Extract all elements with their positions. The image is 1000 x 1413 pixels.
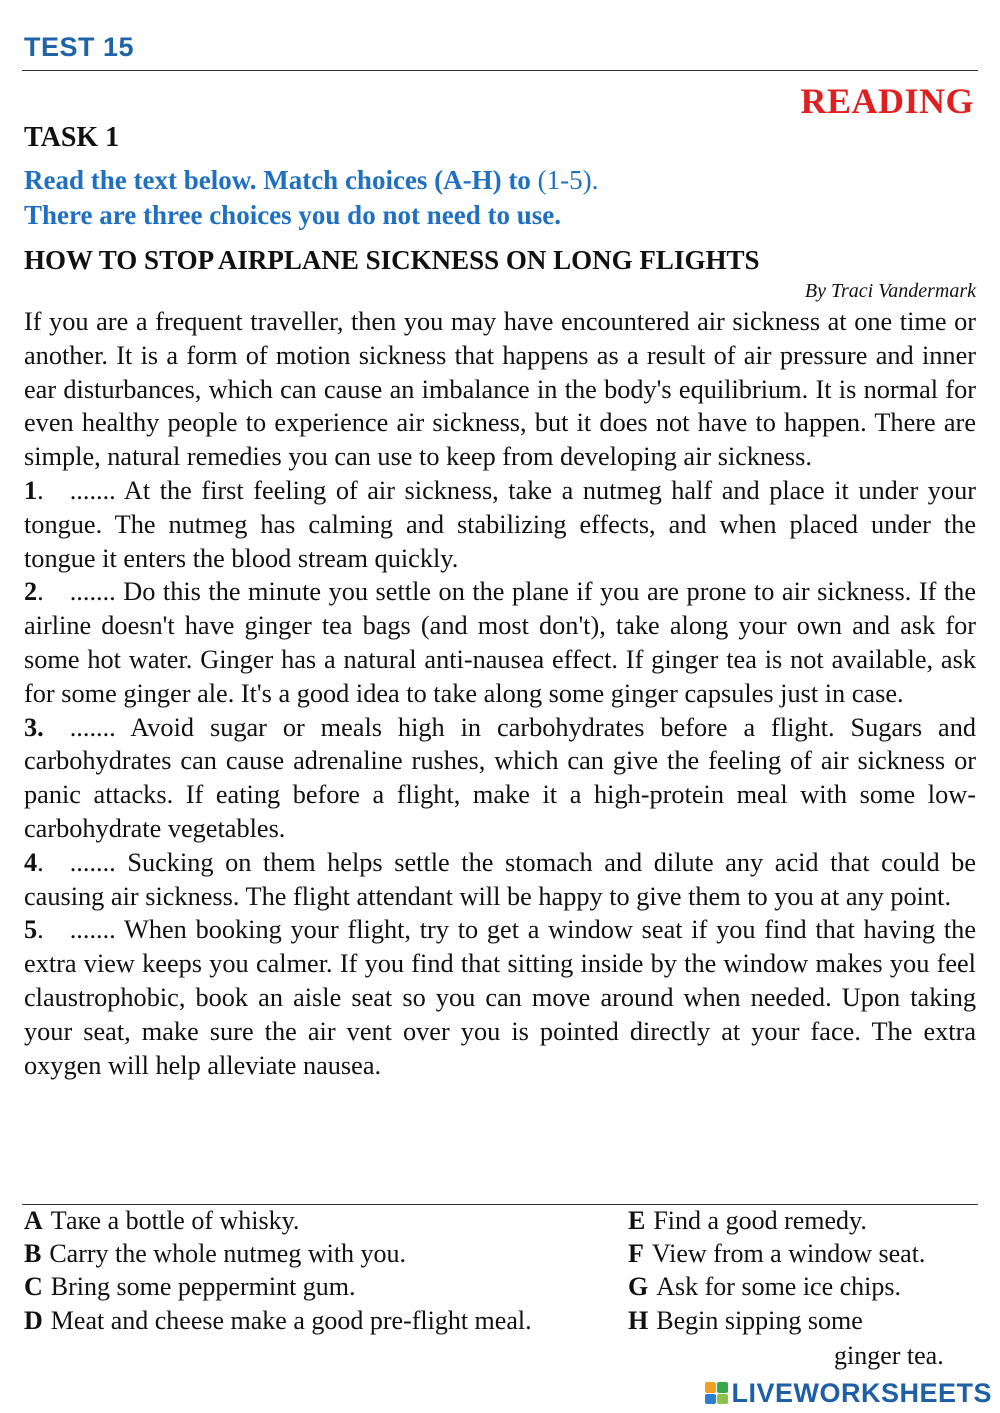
- choice-e: [628, 1206, 867, 1236]
- article-paragraph-3: [24, 711, 976, 846]
- logo-square: [705, 1394, 716, 1405]
- article-paragraph-4: [24, 846, 976, 914]
- article-byline: By Traci Vandermark: [804, 280, 976, 302]
- logo-square: [705, 1382, 716, 1393]
- answer-blank[interactable]: .......: [69, 915, 116, 945]
- choice-text: Bring some peppermint gum.: [50, 1272, 356, 1301]
- choice-letter: B: [24, 1239, 42, 1268]
- paragraph-text: Do this the minute you settle on the plane if you are prone to air sickness. If the airline doesn't have ginger tea bags (and most don't), take along your own and ask for some hot water. Ginger has a natural anti-nausea effect. If ginger tea is not available, ask for some ginger ale. It's a good idea to take along some ginger capsules just in case.: [24, 577, 977, 708]
- answer-blank[interactable]: .......: [69, 712, 116, 742]
- liveworksheets-logo[interactable]: [705, 1378, 992, 1408]
- choice-letter: F: [628, 1239, 644, 1268]
- paragraph-number: 3.: [24, 712, 44, 742]
- instruction-text: Read the text below. Match choices (A-H) to: [24, 165, 531, 195]
- header-divider: [22, 70, 978, 71]
- choice-b: [24, 1239, 406, 1269]
- article-intro: If you are a frequent traveller, then you may have encountered air sickness at one time or another. It is a form of motion sickness that happens as a result of air pressure and inner ear disturbances, which can cause an imbalance in the body's equilibrium. It is normal for even healthy people to experience air sickness, but it does not have to happen. There are simple, natural remedies you can use to keep from developing air sickness.: [24, 307, 976, 472]
- liveworksheets-logo-icon: [705, 1382, 727, 1404]
- choice-a: [24, 1206, 299, 1236]
- article-body: [24, 305, 976, 1082]
- choice-g: [628, 1272, 901, 1302]
- article-paragraph-1: [24, 474, 976, 575]
- choice-text: Ask for some ice chips.: [656, 1272, 902, 1301]
- answer-blank[interactable]: .......: [69, 577, 116, 607]
- answer-blank[interactable]: .......: [69, 475, 116, 505]
- paragraph-text: Avoid sugar or meals high in carbohydrates before a flight. Sugars and carbohydrates can cause adrenaline rushes, which can give the feeling of air sickness or panic attacks. If eating before a flight, make it a high-protein meal with some low-carbohydrate vegetables.: [24, 712, 976, 843]
- logo-square: [717, 1394, 728, 1405]
- paragraph-text: At the first feeling of air sickness, take a nutmeg half and place it under your tongue. The nutmeg has calming and stabilizing effects, and when placed under the tongue it enters the blood stream quickly.: [24, 475, 976, 573]
- task-title: TASK 1: [24, 122, 120, 153]
- task-instruction-line1: [24, 165, 598, 196]
- choice-text: View from a window seat.: [651, 1239, 926, 1268]
- task-instruction-line2: There are three choices you do not need to use.: [24, 200, 561, 230]
- choice-letter: E: [628, 1206, 646, 1235]
- choice-h: [628, 1306, 863, 1336]
- choices-divider: [22, 1204, 978, 1205]
- choice-f: [628, 1239, 925, 1269]
- answer-blank[interactable]: .......: [69, 847, 116, 877]
- choice-letter: D: [24, 1306, 43, 1335]
- article-paragraph-5: [24, 913, 976, 1082]
- paragraph-number-sep: .: [37, 577, 44, 607]
- logo-square: [717, 1382, 728, 1393]
- choice-text: Meat and cheese make a good pre-flight meal.: [50, 1306, 532, 1335]
- paragraph-number: 4: [24, 847, 38, 877]
- article-paragraph-2: [24, 575, 976, 710]
- choice-text: Таке a bottle of whisky.: [50, 1206, 300, 1235]
- choice-text: Find a good remedy.: [653, 1206, 867, 1235]
- choice-text: Begin sipping some: [656, 1306, 863, 1335]
- instruction-range: (1-5).: [537, 165, 599, 195]
- section-title: READING: [800, 81, 974, 121]
- paragraph-number-sep: .: [37, 475, 44, 505]
- paragraph-text: When booking your flight, try to get a window seat if you find that having the extra view keeps you calmer. If you find that sitting inside by the window makes you feel claustrophobic, book an aisle seat so you can move around when needed. Upon taking your seat, make sure the air vent over you is pointed directly at your face. The extra oxygen will help alleviate nausea.: [24, 915, 976, 1080]
- paragraph-number-sep: .: [37, 847, 44, 877]
- paragraph-number: 2: [24, 577, 38, 607]
- paragraph-number: 1: [24, 475, 38, 505]
- choice-letter: G: [628, 1272, 649, 1301]
- test-label: TEST 15: [24, 32, 135, 62]
- choice-letter: C: [24, 1272, 43, 1301]
- paragraph-text: Sucking on them helps settle the stomach and dilute any acid that could be causing air sickness. The flight attendant will be happy to give them to you at any point.: [24, 847, 976, 911]
- choice-letter: H: [628, 1306, 649, 1335]
- choice-h-continuation: ginger tea.: [834, 1341, 944, 1370]
- choice-c: [24, 1272, 356, 1302]
- paragraph-number-sep: .: [37, 915, 44, 945]
- paragraph-number: 5: [24, 915, 38, 945]
- choice-d: [24, 1306, 532, 1336]
- choice-text: Carry the whole nutmeg with you.: [49, 1239, 407, 1268]
- logo-text: LIVEWORKSHEETS: [731, 1377, 992, 1408]
- article-headline: HOW TO STOP AIRPLANE SICKNESS ON LONG FLIGHTS: [24, 245, 760, 275]
- choice-letter: A: [24, 1206, 43, 1235]
